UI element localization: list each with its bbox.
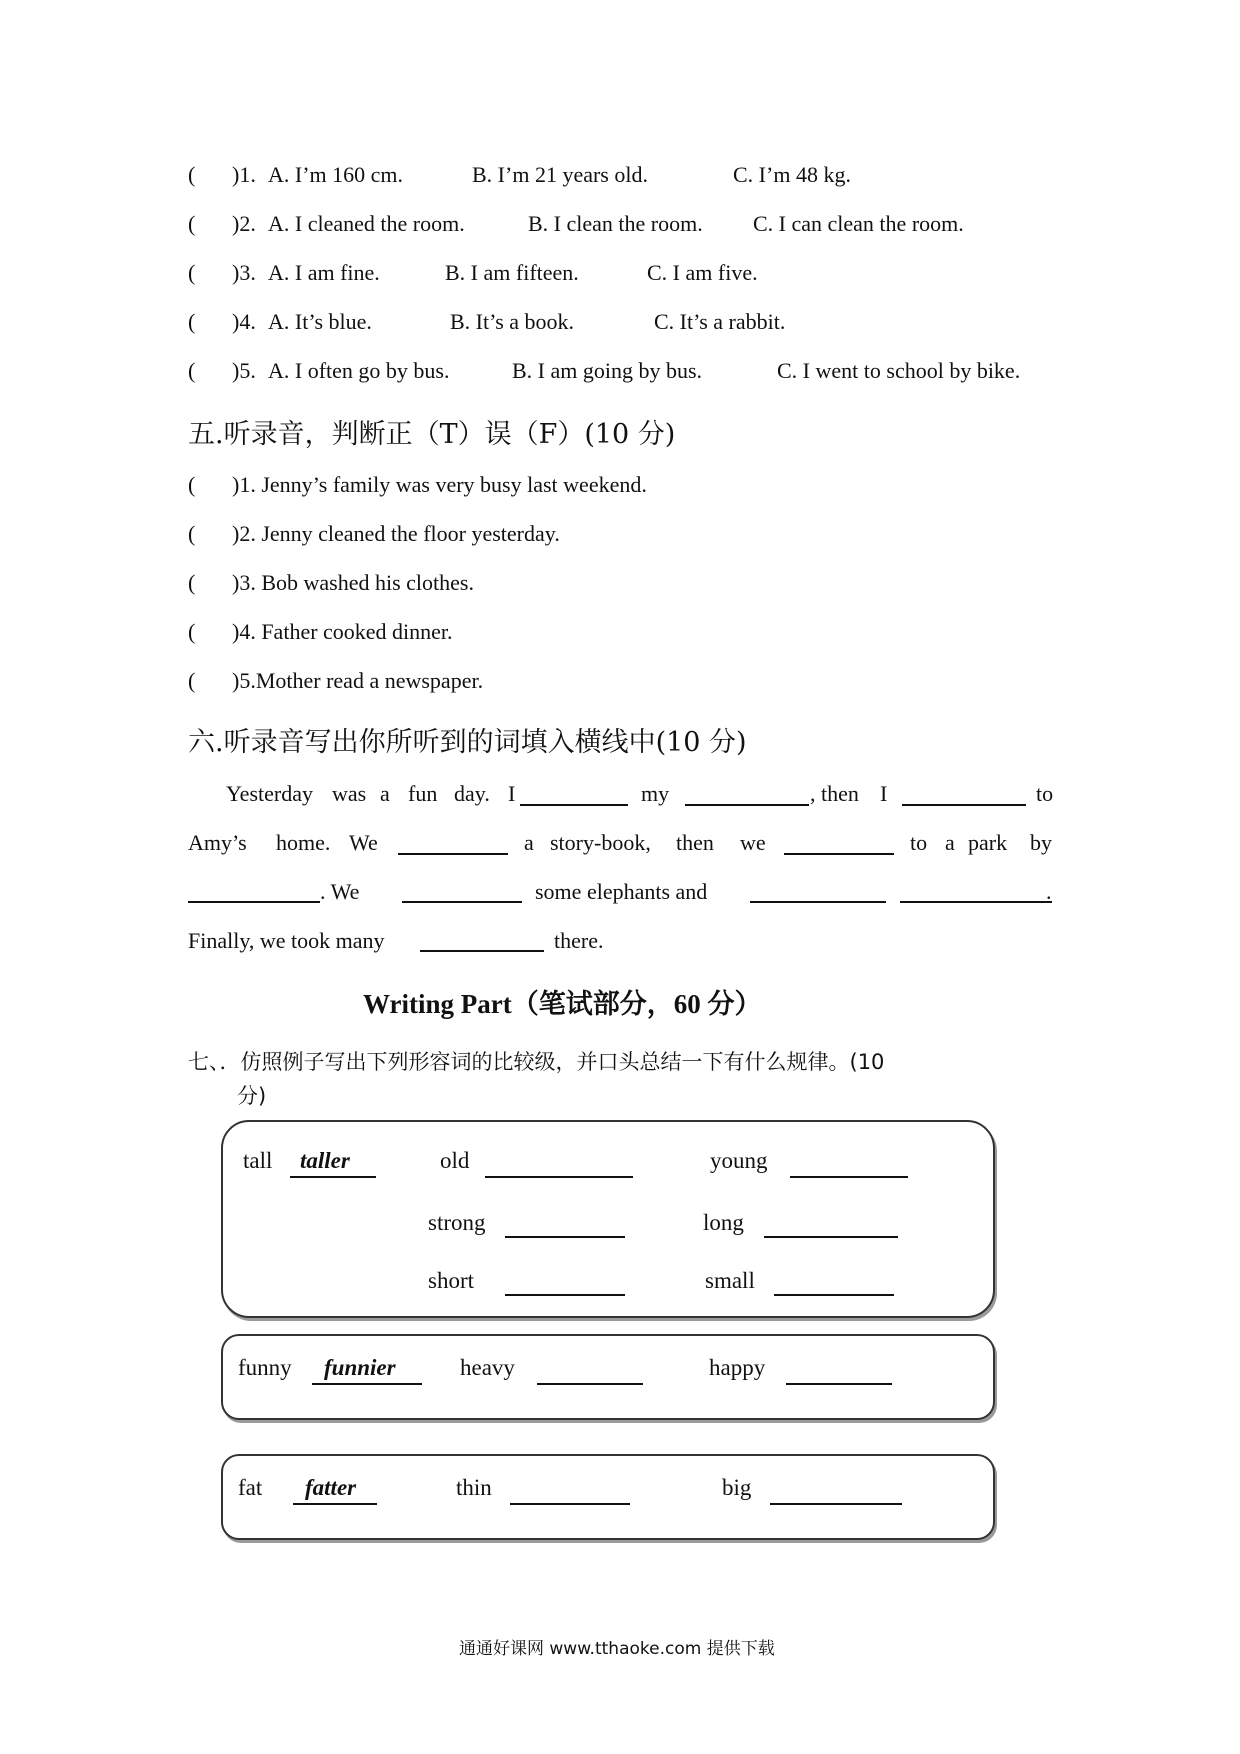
passage-word: a — [380, 781, 390, 806]
option-a: A. I often go by bus. — [268, 358, 450, 383]
passage-word: . — [1046, 879, 1052, 904]
answer-line-shorter[interactable] — [505, 1294, 625, 1296]
option-c: C. I am five. — [647, 260, 758, 285]
adjective: small — [705, 1268, 755, 1293]
passage-word: we — [740, 830, 766, 855]
example-underline — [290, 1176, 376, 1178]
adjective: happy — [709, 1355, 766, 1380]
option-c: C. I’m 48 kg. — [733, 162, 851, 187]
statement: )4. Father cooked dinner. — [232, 619, 453, 644]
passage-word: a — [945, 830, 955, 855]
blank-1[interactable] — [520, 804, 628, 806]
answer-line-younger[interactable] — [790, 1176, 908, 1178]
blank-4[interactable] — [398, 853, 508, 855]
blank-3[interactable] — [902, 804, 1026, 806]
blank-10[interactable] — [420, 950, 544, 952]
passage-word: I — [880, 781, 888, 806]
item-number: )1. — [232, 162, 256, 187]
adjective: short — [428, 1268, 474, 1293]
option-a: A. I cleaned the room. — [268, 211, 465, 236]
answer-paren[interactable]: ( — [188, 162, 196, 187]
adjective: tall — [243, 1148, 273, 1173]
passage-word: . We — [320, 879, 360, 904]
adjective: funny — [238, 1355, 292, 1380]
item-number: )2. — [232, 211, 256, 236]
answer-line-thinner[interactable] — [510, 1503, 630, 1505]
passage-word: to — [1036, 781, 1054, 806]
answer-paren[interactable]: ( — [188, 260, 196, 285]
passage-word: Amy’s — [188, 830, 247, 855]
passage-word: park — [968, 830, 1008, 855]
passage-word: We — [349, 830, 378, 855]
adjective: long — [703, 1210, 744, 1235]
passage-word: Yesterday — [226, 781, 313, 806]
answer-paren[interactable]: ( — [188, 358, 196, 383]
footer-source: 通通好课网 www.tthaoke.com 提供下载 — [459, 1639, 775, 1659]
passage-word: I — [508, 781, 516, 806]
passage-word: , then — [810, 781, 859, 806]
example-answer: fatter — [305, 1475, 357, 1500]
answer-line-older[interactable] — [485, 1176, 633, 1178]
section5-title: 五.听录音，判断正（T）误（F）(10 分) — [188, 419, 676, 450]
answer-paren[interactable]: ( — [188, 211, 196, 236]
adjective: old — [440, 1148, 470, 1173]
item-number: )5. — [232, 358, 256, 383]
item-number: )3. — [232, 260, 256, 285]
answer-line-heavier[interactable] — [537, 1383, 643, 1385]
passage-word: some elephants and — [535, 879, 708, 904]
blank-5[interactable] — [784, 853, 894, 855]
blank-7[interactable] — [402, 901, 522, 903]
passage-word: home. — [276, 830, 331, 855]
passage-word: by — [1030, 830, 1052, 855]
blank-2[interactable] — [685, 804, 809, 806]
passage-word: there. — [554, 928, 604, 953]
adjective: heavy — [460, 1355, 515, 1380]
option-a: A. I’m 160 cm. — [268, 162, 404, 187]
blank-8[interactable] — [750, 901, 886, 903]
option-c: C. I went to school by bike. — [777, 358, 1021, 383]
passage-word: then — [676, 830, 714, 855]
statement: )5.Mother read a newspaper. — [232, 668, 484, 693]
answer-paren[interactable]: ( — [188, 619, 196, 644]
blank-9[interactable] — [900, 901, 1052, 903]
answer-line-stronger[interactable] — [505, 1236, 625, 1238]
statement: )3. Bob washed his clothes. — [232, 570, 474, 595]
answer-line-happier[interactable] — [786, 1383, 892, 1385]
section7-title-cont: 分) — [237, 1084, 267, 1108]
adjective: big — [722, 1475, 752, 1500]
answer-paren[interactable]: ( — [188, 521, 196, 546]
answer-line-longer[interactable] — [764, 1236, 898, 1238]
option-b: B. I am fifteen. — [445, 260, 579, 285]
passage-word: my — [641, 781, 670, 806]
example-underline — [312, 1383, 422, 1385]
passage-word: day. — [454, 781, 490, 806]
passage-word: was — [332, 781, 367, 806]
statement: )2. Jenny cleaned the floor yesterday. — [232, 521, 560, 546]
answer-paren[interactable]: ( — [188, 472, 196, 497]
statement: )1. Jenny’s family was very busy last weekend. — [232, 472, 647, 497]
item-number: )4. — [232, 309, 256, 334]
option-b: B. It’s a book. — [450, 309, 575, 334]
option-c: C. I can clean the room. — [753, 211, 964, 236]
answer-paren[interactable]: ( — [188, 309, 196, 334]
option-b: B. I clean the room. — [528, 211, 703, 236]
answer-paren[interactable]: ( — [188, 570, 196, 595]
option-b: B. I’m 21 years old. — [472, 162, 648, 187]
answer-paren[interactable]: ( — [188, 668, 196, 693]
writing-part-title: Writing Part（笔试部分，60 分） — [363, 989, 762, 1019]
option-a: A. I am fine. — [268, 260, 380, 285]
example-answer: taller — [300, 1148, 350, 1173]
answer-line-bigger[interactable] — [770, 1503, 902, 1505]
passage-word: fun — [408, 781, 438, 806]
passage-word: a — [524, 830, 534, 855]
option-c: C. It’s a rabbit. — [654, 309, 786, 334]
adjective: strong — [428, 1210, 486, 1235]
answer-line-smaller[interactable] — [774, 1294, 894, 1296]
blank-6[interactable] — [188, 901, 320, 903]
option-a: A. It’s blue. — [268, 309, 372, 334]
example-answer: funnier — [324, 1355, 396, 1380]
option-b: B. I am going by bus. — [512, 358, 703, 383]
passage-word: story-book, — [550, 830, 651, 855]
example-underline — [293, 1503, 377, 1505]
passage-word: Finally, we took many — [188, 928, 385, 953]
section7-title: 七、．仿照例子写出下列形容词的比较级，并口头总结一下有什么规律。(10 — [188, 1050, 885, 1074]
passage-word: to — [910, 830, 928, 855]
adjective: fat — [238, 1475, 263, 1500]
adjective: thin — [456, 1475, 492, 1500]
adjective: young — [710, 1148, 768, 1173]
section6-title: 六.听录音写出你所听到的词填入横线中(10 分) — [188, 727, 747, 758]
